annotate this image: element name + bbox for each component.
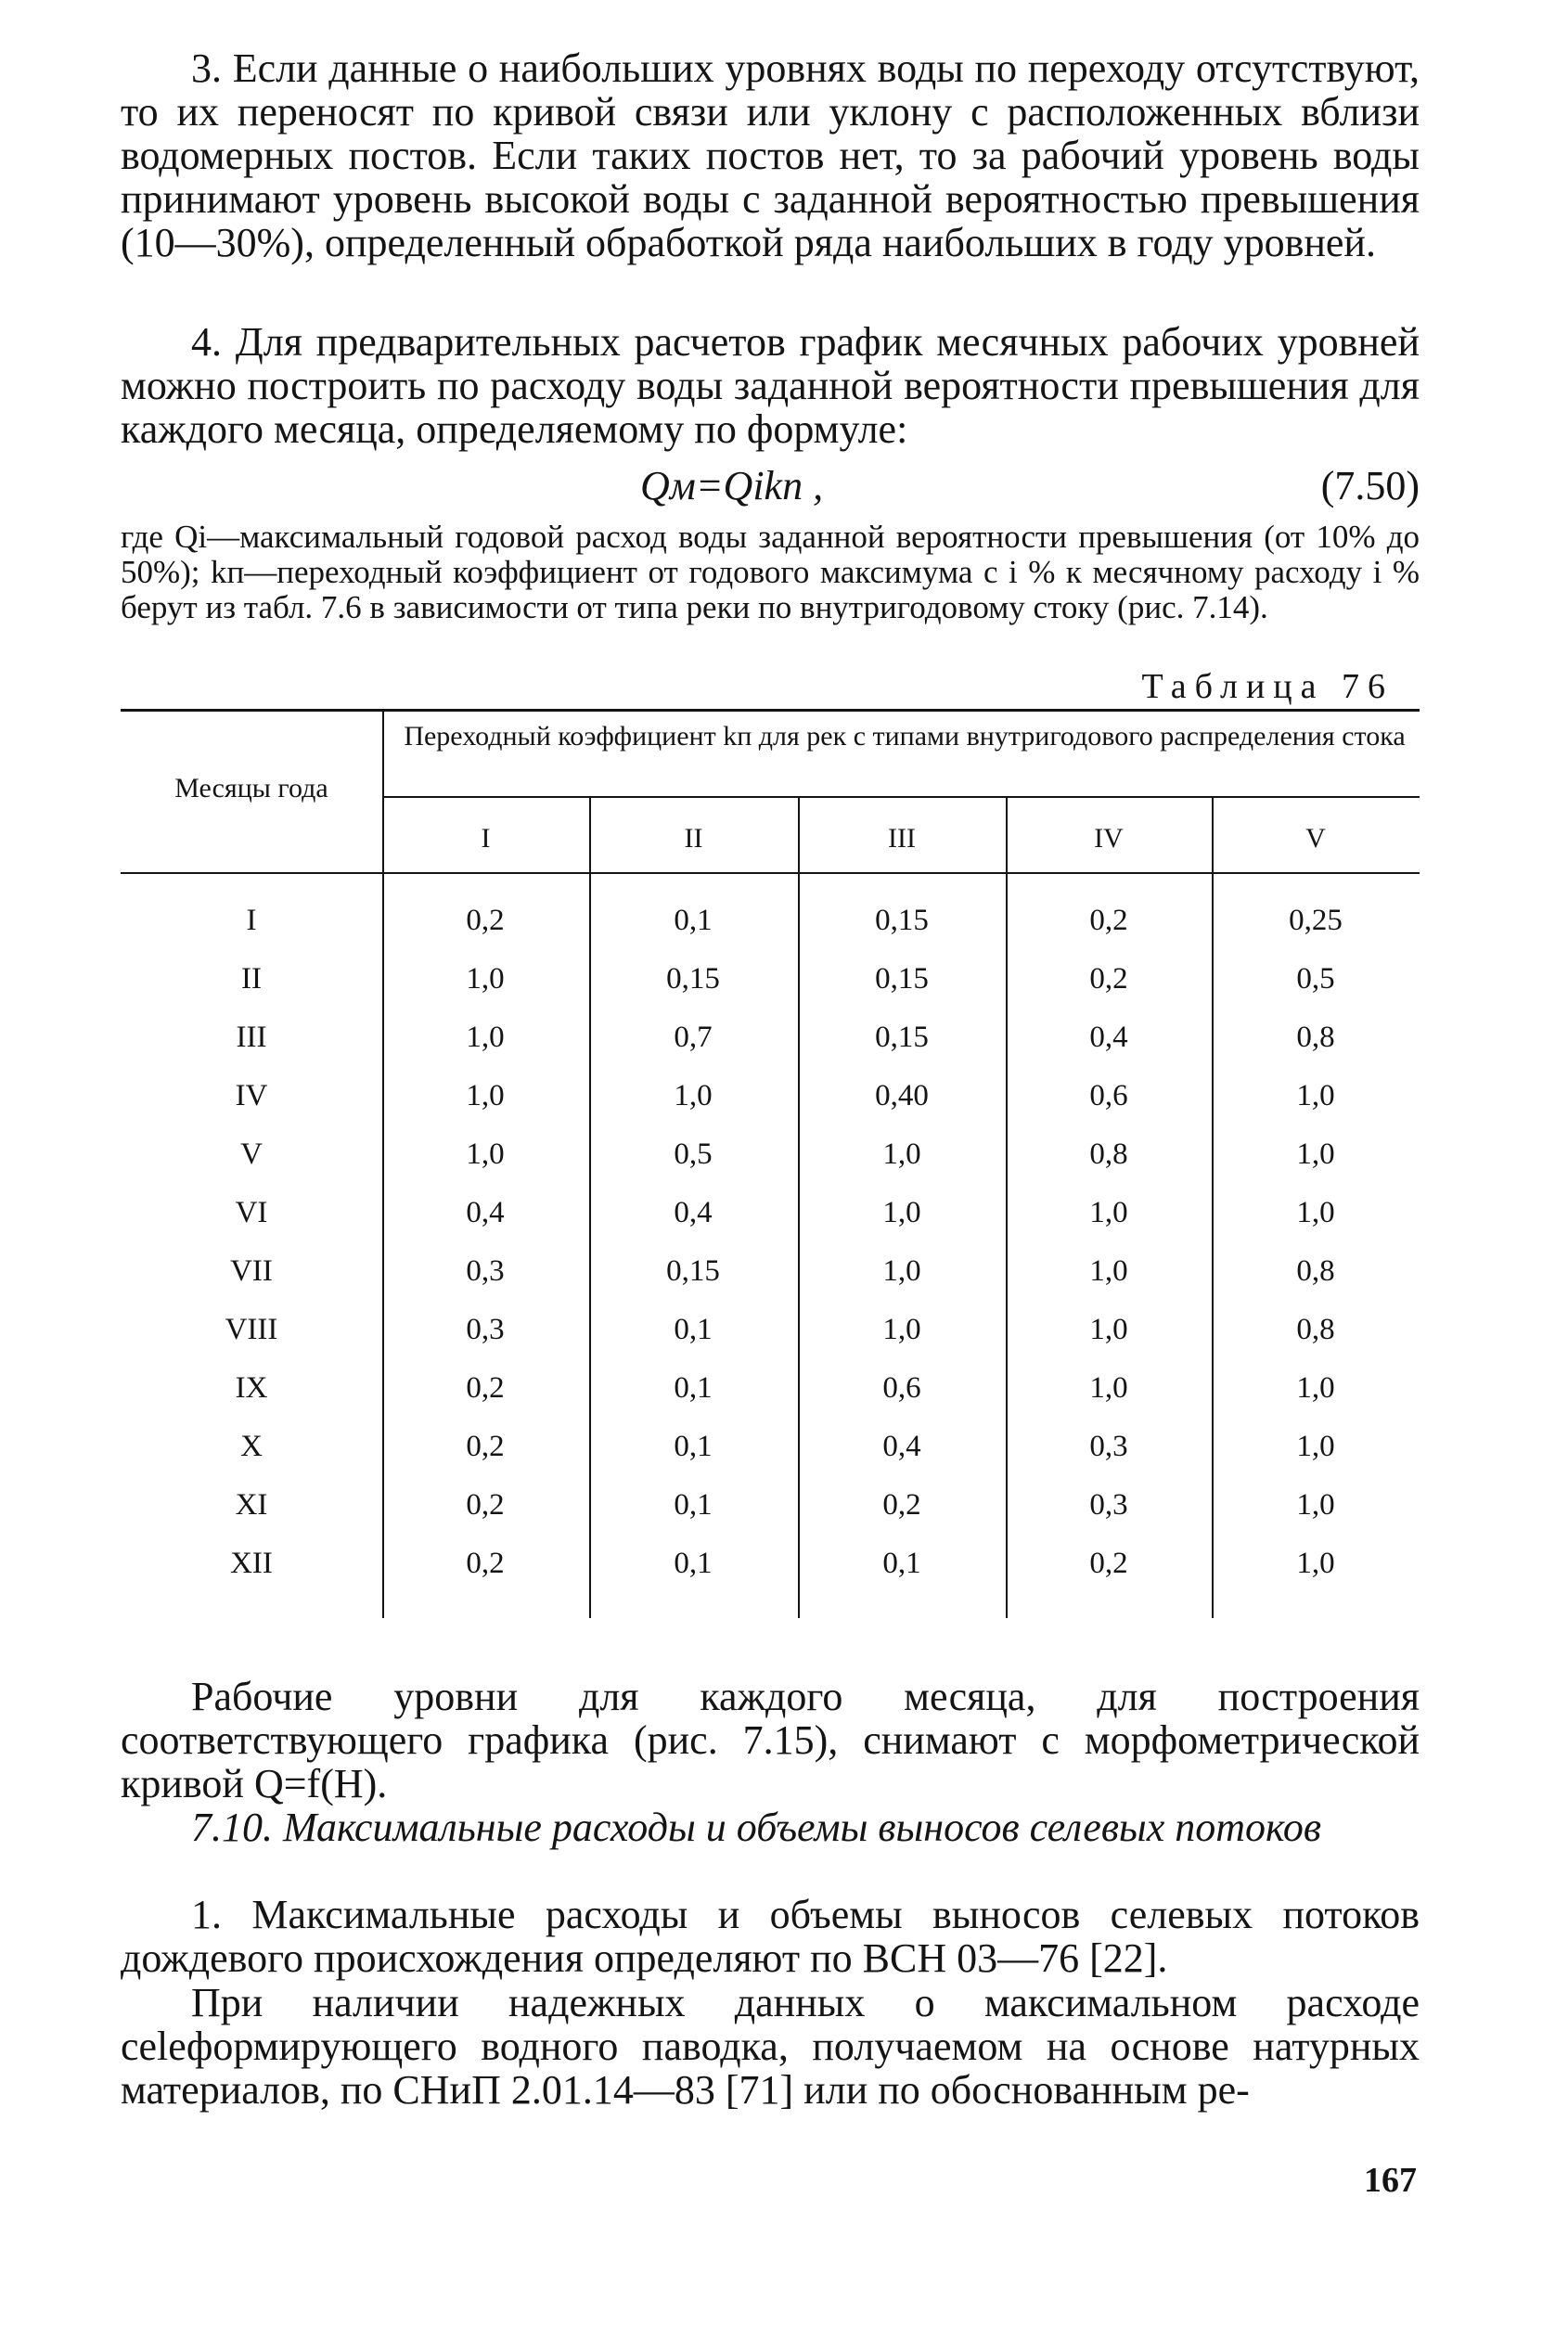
month-cell: III (236, 1021, 267, 1054)
formula-note: где Qi—максимальный годовой расход воды заданной вероятности превышения (от 10% до 50%); kп—переходный коэффициент от годового максимума с i % к месячному расходу i % берут из табл. 7.6 в зависимости от типа реки по внутригодовому стоку (рис. 7.14). (121, 519, 1420, 625)
value-cell: 1,0 (1296, 1430, 1335, 1463)
month-cell: XI (235, 1488, 268, 1522)
value-cell: 0,2 (1089, 1547, 1128, 1580)
header-group: Переходный коэффициент kп для рек с типами внутригодового распределения стока (404, 721, 1406, 752)
value-cell: 0,15 (875, 904, 929, 937)
value-cell: 1,0 (466, 1021, 505, 1054)
month-cell: XII (230, 1547, 273, 1580)
table-subheader-rule (382, 796, 1420, 798)
value-cell: 0,4 (882, 1430, 921, 1463)
value-cell: 0,8 (1089, 1137, 1128, 1171)
month-cell: I (246, 904, 257, 937)
value-cell: 0,1 (674, 1313, 713, 1346)
value-cell: 1,0 (882, 1313, 921, 1346)
month-cell: IV (235, 1079, 268, 1112)
value-cell: 0,1 (674, 1547, 713, 1580)
header-type: IV (1094, 823, 1124, 854)
value-cell: 0,8 (1296, 1021, 1335, 1054)
value-cell: 0,4 (1089, 1021, 1128, 1054)
value-cell: 0,5 (1296, 962, 1335, 996)
value-cell: 0,1 (882, 1547, 921, 1580)
value-cell: 0,2 (466, 1430, 505, 1463)
value-cell: 0,3 (1089, 1488, 1128, 1522)
value-cell: 0,40 (875, 1079, 929, 1112)
value-cell: 1,0 (882, 1254, 921, 1288)
value-cell: 0,1 (674, 1430, 713, 1463)
value-cell: 1,0 (1296, 1137, 1335, 1171)
value-cell: 0,8 (1296, 1254, 1335, 1288)
value-cell: 0,1 (674, 904, 713, 937)
value-cell: 0,2 (466, 1547, 505, 1580)
value-cell: 0,7 (674, 1021, 713, 1054)
table-top-rule (121, 709, 1420, 712)
value-cell: 1,0 (1089, 1313, 1128, 1346)
value-cell: 0,2 (1089, 904, 1128, 937)
value-cell: 1,0 (1296, 1547, 1335, 1580)
value-cell: 0,1 (674, 1488, 713, 1522)
header-type: III (888, 823, 916, 854)
paragraph-work-levels: Рабочие уровни для каждого месяца, для построения соответствующего графика (рис. 7.15), снимают с морфометрической кривой Q=f(H). (121, 1674, 1420, 1806)
month-cell: VIII (225, 1313, 278, 1346)
value-cell: 0,2 (466, 1488, 505, 1522)
value-cell: 0,2 (1089, 962, 1128, 996)
value-cell: 1,0 (1296, 1196, 1335, 1229)
value-cell: 0,15 (666, 962, 720, 996)
value-cell: 1,0 (1089, 1196, 1128, 1229)
value-cell: 0,6 (1089, 1079, 1128, 1112)
value-cell: 1,0 (882, 1196, 921, 1229)
section-heading: 7.10. Максимальные расходы и объемы выносов селевых потоков (191, 1805, 1322, 1850)
value-cell: 0,15 (875, 1021, 929, 1054)
value-cell: 0,4 (466, 1196, 505, 1229)
value-cell: 1,0 (466, 1137, 505, 1171)
month-cell: V (240, 1137, 263, 1171)
formula-7-50 (0, 462, 1568, 518)
value-cell: 0,15 (666, 1254, 720, 1288)
formula-expression: Qм=Qikп , (640, 463, 824, 508)
header-type: V (1305, 823, 1326, 854)
value-cell: 0,8 (1296, 1313, 1335, 1346)
month-cell: VI (235, 1196, 268, 1229)
value-cell: 0,25 (1289, 904, 1343, 937)
value-cell: 0,15 (875, 962, 929, 996)
value-cell: 0,3 (466, 1313, 505, 1346)
value-cell: 0,3 (466, 1254, 505, 1288)
paragraph-2: При наличии надежных данных о максимальном расходе celeформирующего водного паводка, получаемом на основе натурных материалов, по СНиП 2.01.14—83 [71] или по обоснованным ре- (121, 1980, 1420, 2113)
month-cell: VII (230, 1254, 273, 1288)
header-months: Месяцы года (174, 773, 328, 803)
value-cell: 1,0 (1296, 1488, 1335, 1522)
month-cell: X (240, 1430, 263, 1463)
page-number: 167 (1364, 2161, 1417, 2200)
value-cell: 0,2 (882, 1488, 921, 1522)
value-cell: 1,0 (1296, 1079, 1335, 1112)
value-cell: 0,3 (1089, 1430, 1128, 1463)
value-cell: 1,0 (466, 1079, 505, 1112)
coefficient-table (121, 709, 1420, 1618)
value-cell: 0,1 (674, 1371, 713, 1405)
value-cell: 1,0 (1089, 1371, 1128, 1405)
value-cell: 0,2 (466, 1371, 505, 1405)
paragraph-1: 1. Максимальные расходы и объемы выносов селевых потоков дождевого происхождения определяют по ВСН 03—76 [22]. (121, 1892, 1420, 1981)
value-cell: 0,2 (466, 904, 505, 937)
value-cell: 1,0 (466, 962, 505, 996)
header-type: I (481, 823, 491, 854)
month-cell: II (241, 962, 262, 996)
header-type: II (684, 823, 703, 854)
formula-number: (7.50) (1320, 463, 1420, 508)
value-cell: 0,5 (674, 1137, 713, 1171)
value-cell: 1,0 (1296, 1371, 1335, 1405)
value-cell: 1,0 (882, 1137, 921, 1171)
value-cell: 1,0 (1089, 1254, 1128, 1288)
value-cell: 0,6 (882, 1371, 921, 1405)
value-cell: 1,0 (674, 1079, 713, 1112)
month-cell: IX (235, 1371, 268, 1405)
table-caption: Таблица 76 (1141, 667, 1394, 706)
paragraph-4: 4. Для предварительных расчетов график месячных рабочих уровней можно построить по расходу воды заданной вероятности превышения для каждого месяца, определяемому по формуле: (121, 319, 1420, 452)
paragraph-3: 3. Если данные о наибольших уровнях воды по переходу отсутствуют, то их переносят по кривой связи или уклону с расположенных вблизи водомерных постов. Если таких постов нет, то за рабочий уровень воды принимают уровень высокой воды с заданной вероятностью превышения (10—30%), определенный обработкой ряда наибольших в году уровней. (121, 45, 1420, 265)
table-header-rule (121, 872, 1420, 874)
value-cell: 0,4 (674, 1196, 713, 1229)
